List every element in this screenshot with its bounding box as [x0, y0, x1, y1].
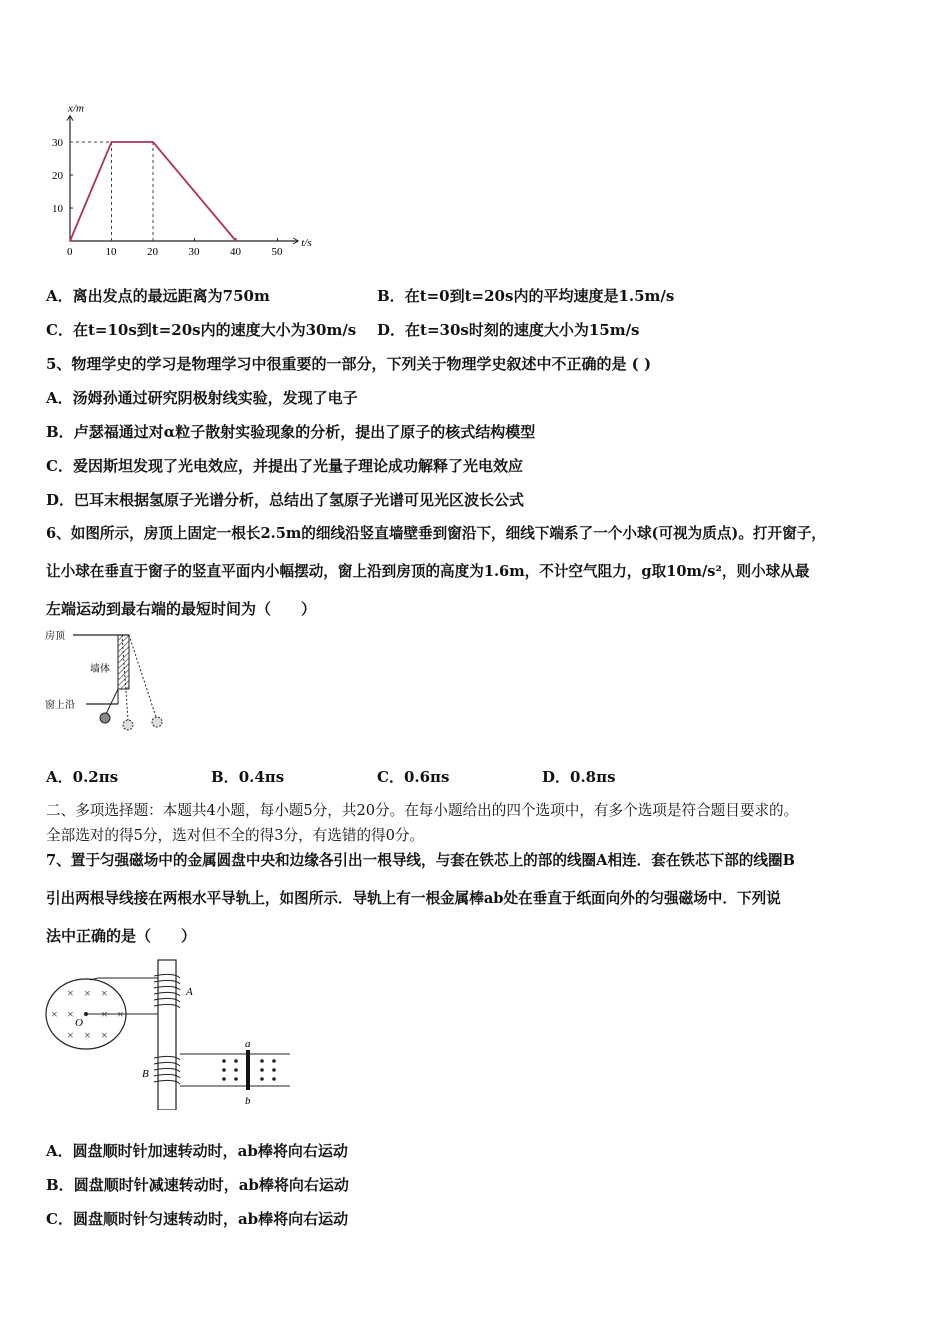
y-tick-label: 30 — [52, 137, 63, 149]
q6-option-d: D．0.8πs — [542, 768, 616, 786]
x-tick-label: 40 — [230, 246, 241, 258]
label-center: O — [75, 1017, 83, 1029]
q6-option-b: B．0.4πs — [211, 768, 285, 786]
x-tick-label: 10 — [105, 246, 117, 258]
label-roof: 房顶 — [45, 631, 65, 642]
svg-text:×: × — [117, 1007, 124, 1021]
label-window: 窗上沿 — [45, 700, 75, 711]
q5-stem: 5、物理学史的学习是物理学习中很重要的一部分，下列关于物理学史叙述中不正确的是 ( ) — [46, 355, 652, 373]
x-tick-label: 50 — [271, 246, 283, 258]
q4-option-a: A．离出发点的最远距离为750m — [46, 287, 270, 305]
q5-option-d: D．巴耳末根据氢原子光谱分析，总结出了氢原子光谱可见光区波长公式 — [46, 491, 525, 509]
section2-heading-line2: 全部选对的得5分，选对但不全的得3分，有选错的得0分。 — [46, 827, 425, 844]
svg-text:×: × — [51, 1007, 58, 1021]
x-tick-label: 30 — [188, 246, 200, 258]
q4-option-c: C．在t=10s到t=20s内的速度大小为30m/s — [46, 321, 357, 339]
label-b: b — [245, 1095, 251, 1107]
svg-text:×: × — [84, 986, 91, 1000]
data-point — [152, 141, 154, 143]
y-tick-label: 10 — [52, 203, 63, 215]
q7-option-c: C．圆盘顺时针匀速转动时，ab棒将向右运动 — [46, 1210, 349, 1228]
y-tick-label: 20 — [52, 170, 63, 182]
q6-option-c: C．0.6πs — [377, 768, 450, 786]
data-point — [69, 240, 71, 242]
q5-option-c: C．爱因斯坦发现了光电效应，并提出了光量子理论成功解释了光电效应 — [46, 457, 523, 475]
svg-text:×: × — [67, 1028, 74, 1042]
disk-coil-figure — [40, 950, 300, 1110]
q6-option-a: A．0.2πs — [46, 768, 119, 786]
svg-text:×: × — [101, 986, 108, 1000]
q4-option-b: B．在t=0到t=20s内的平均速度是1.5m/s — [377, 287, 675, 305]
q6-stem-line1: 6、如图所示，房顶上固定一根长2.5m的细线沿竖直墙壁垂到窗沿下，细线下端系了一个小球(可视为质点)。打开窗子， — [46, 525, 826, 542]
q7-option-a: A．圆盘顺时针加速转动时，ab棒将向右运动 — [46, 1142, 348, 1160]
q7-stem-line1: 7、置于匀强磁场中的金属圆盘中央和边缘各引出一根导线，与套在铁芯上的部的线圈A相连．套在铁芯下部的线圈B — [46, 852, 795, 869]
q5-option-a: A．汤姆孙通过研究阴极射线实验，发现了电子 — [46, 389, 358, 407]
q7-stem-line2: 引出两根导线接在两根水平导轨上，如图所示．导轨上有一根金属棒ab处在垂直于纸面向外的匀强磁场中．下列说 — [46, 890, 781, 907]
label-wall: 墙体 — [90, 664, 110, 675]
x-axis-label: t/s — [301, 237, 312, 249]
svg-text:×: × — [67, 1007, 74, 1021]
rod-ab — [246, 1050, 250, 1090]
pendulum-figure — [40, 622, 190, 742]
q7-stem-line3: 法中正确的是（ ） — [46, 927, 197, 945]
label-a: a — [245, 1038, 251, 1050]
ball-left — [100, 713, 110, 723]
svg-text:×: × — [101, 1007, 108, 1021]
svg-text:×: × — [84, 1028, 91, 1042]
q4-option-d: D．在t=30s时刻的速度大小为15m/s — [377, 321, 640, 339]
svg-text:×: × — [101, 1028, 108, 1042]
section2-heading-line1: 二、多项选择题：本题共4小题，每小题5分，共20分。在每小题给出的四个选项中，有多个选项是符合题目要求的。 — [46, 802, 799, 819]
x-tick-label: 0 — [67, 246, 73, 258]
label-coil-b: B — [142, 1068, 149, 1080]
data-point — [235, 240, 237, 242]
data-point — [111, 141, 113, 143]
x-tick-label: 20 — [147, 246, 158, 258]
q7-option-b: B．圆盘顺时针减速转动时，ab棒将向右运动 — [46, 1176, 349, 1194]
q5-option-b: B．卢瑟福通过对α粒子散射实验现象的分析，提出了原子的核式结构模型 — [46, 423, 536, 441]
y-axis-label: x/m — [68, 102, 84, 115]
ball-right — [152, 717, 162, 727]
q6-stem-line2: 让小球在垂直于窗子的竖直平面内小幅摆动，窗上沿到房顶的高度为1.6m，不计空气阻力，g取10m/s²，则小球从最 — [46, 563, 810, 580]
ball-center — [123, 720, 133, 730]
q6-stem-line3: 左端运动到最右端的最短时间为（ ） — [46, 600, 317, 618]
xt-chart — [40, 96, 330, 266]
label-coil-a: A — [186, 986, 193, 998]
svg-text:×: × — [67, 986, 74, 1000]
